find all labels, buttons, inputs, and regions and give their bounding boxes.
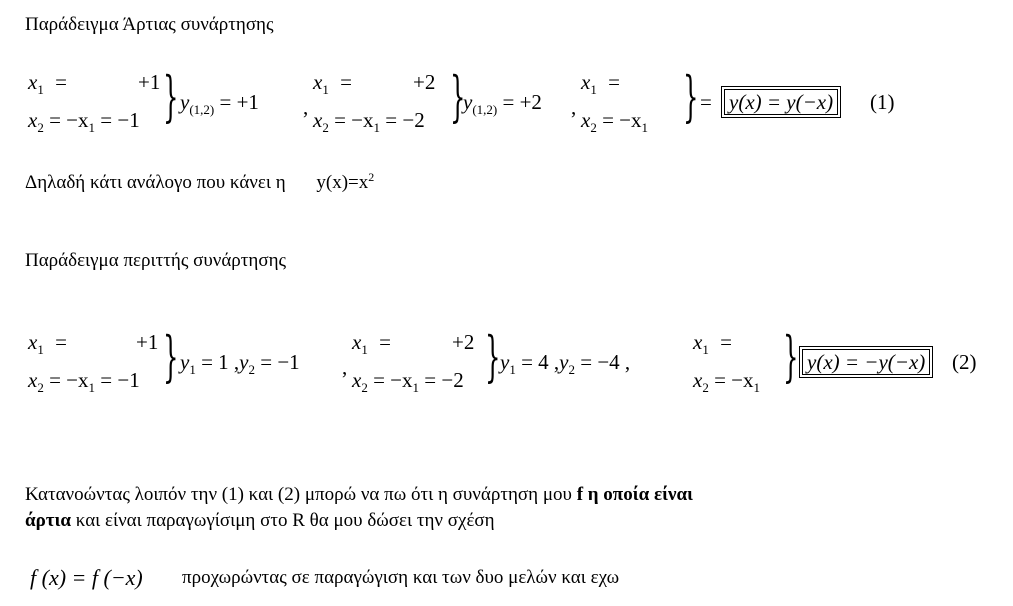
odd-b-row1: $x_1$ = — [352, 330, 391, 357]
even-c-row2: $x_2 = -x_1$ — [581, 108, 649, 135]
odd-a-brace: } — [163, 325, 179, 388]
final-text: προχωρώντας σε παραγώγιση και των δυο μελών και εχω — [182, 567, 620, 588]
odd-c-row1: $x_1$ = — [693, 330, 732, 357]
odd-a-row1: $x_1$ = — [28, 330, 67, 357]
heading-odd-function: Παράδειγμα περιττής συνάρτησης — [25, 250, 287, 271]
even-c-brace: } — [683, 65, 699, 128]
even-b-row2: $x_2 = -x_1 = -2$ — [313, 108, 425, 135]
conclusion-line-2: άρτια και είναι παραγωγίσιμη στο R θα μου δώσει την σχέση — [25, 510, 495, 531]
odd-boxed-relation: y(x) = −y(−x) — [802, 349, 930, 375]
even-a-row2: $x_2 = -x_1 = -1$ — [28, 108, 140, 135]
odd-equation-label: (2) — [952, 350, 977, 374]
odd-a-row2: $x_2 = -x_1 = -1$ — [28, 368, 140, 395]
odd-a-result: $y_1 = 1$ $,y_2 = -1$ — [180, 350, 300, 377]
odd-c-row2: $x_2 = -x_1$ — [693, 368, 761, 395]
even-b-brace: } — [450, 65, 466, 128]
heading-even-function: Παράδειγμα Άρτιας συνάρτησης — [25, 14, 274, 35]
even-b-row1-value: +2 — [413, 70, 436, 94]
odd-b-row2: $x_2 = -x_1 = -2$ — [352, 368, 464, 395]
odd-b-row1-value: +2 — [452, 330, 475, 354]
odd-a-row1-value: +1 — [136, 330, 159, 354]
even-b-result: $y_{(1,2)} = +2$ — [463, 90, 542, 117]
even-c-row1: $x_1$ = — [581, 70, 620, 97]
even-a-row1: $x_1$ = — [28, 70, 67, 97]
odd-b-brace: } — [485, 325, 501, 388]
even-comma-1: , — [303, 95, 309, 119]
odd-c-brace: } — [783, 325, 799, 388]
analog-line: Δηλαδή κάτι ανάλογο που κάνει η $y(x)=x^2$ — [25, 170, 375, 193]
even-equals: = — [700, 90, 712, 114]
final-expression: f (x) = f (−x) — [30, 565, 143, 590]
even-boxed-relation: y(x) = y(−x) — [724, 89, 838, 115]
even-a-row1-value: +1 — [138, 70, 161, 94]
even-a-brace: } — [163, 65, 179, 128]
even-b-row1: $x_1$ = — [313, 70, 352, 97]
odd-b-result: $y_1 = 4$ $,y_2 = -4$ , — [500, 350, 631, 377]
even-comma-2: , — [571, 95, 577, 119]
even-equation-label: (1) — [870, 90, 895, 114]
odd-comma-1: , — [342, 355, 348, 379]
conclusion-line-1: Κατανοώντας λοιπόν την (1) και (2) μπορώ να πω ότι η συνάρτηση μου f η οποία είναι — [25, 484, 693, 505]
even-a-result: $y_{(1,2)} = +1$ — [180, 90, 259, 117]
